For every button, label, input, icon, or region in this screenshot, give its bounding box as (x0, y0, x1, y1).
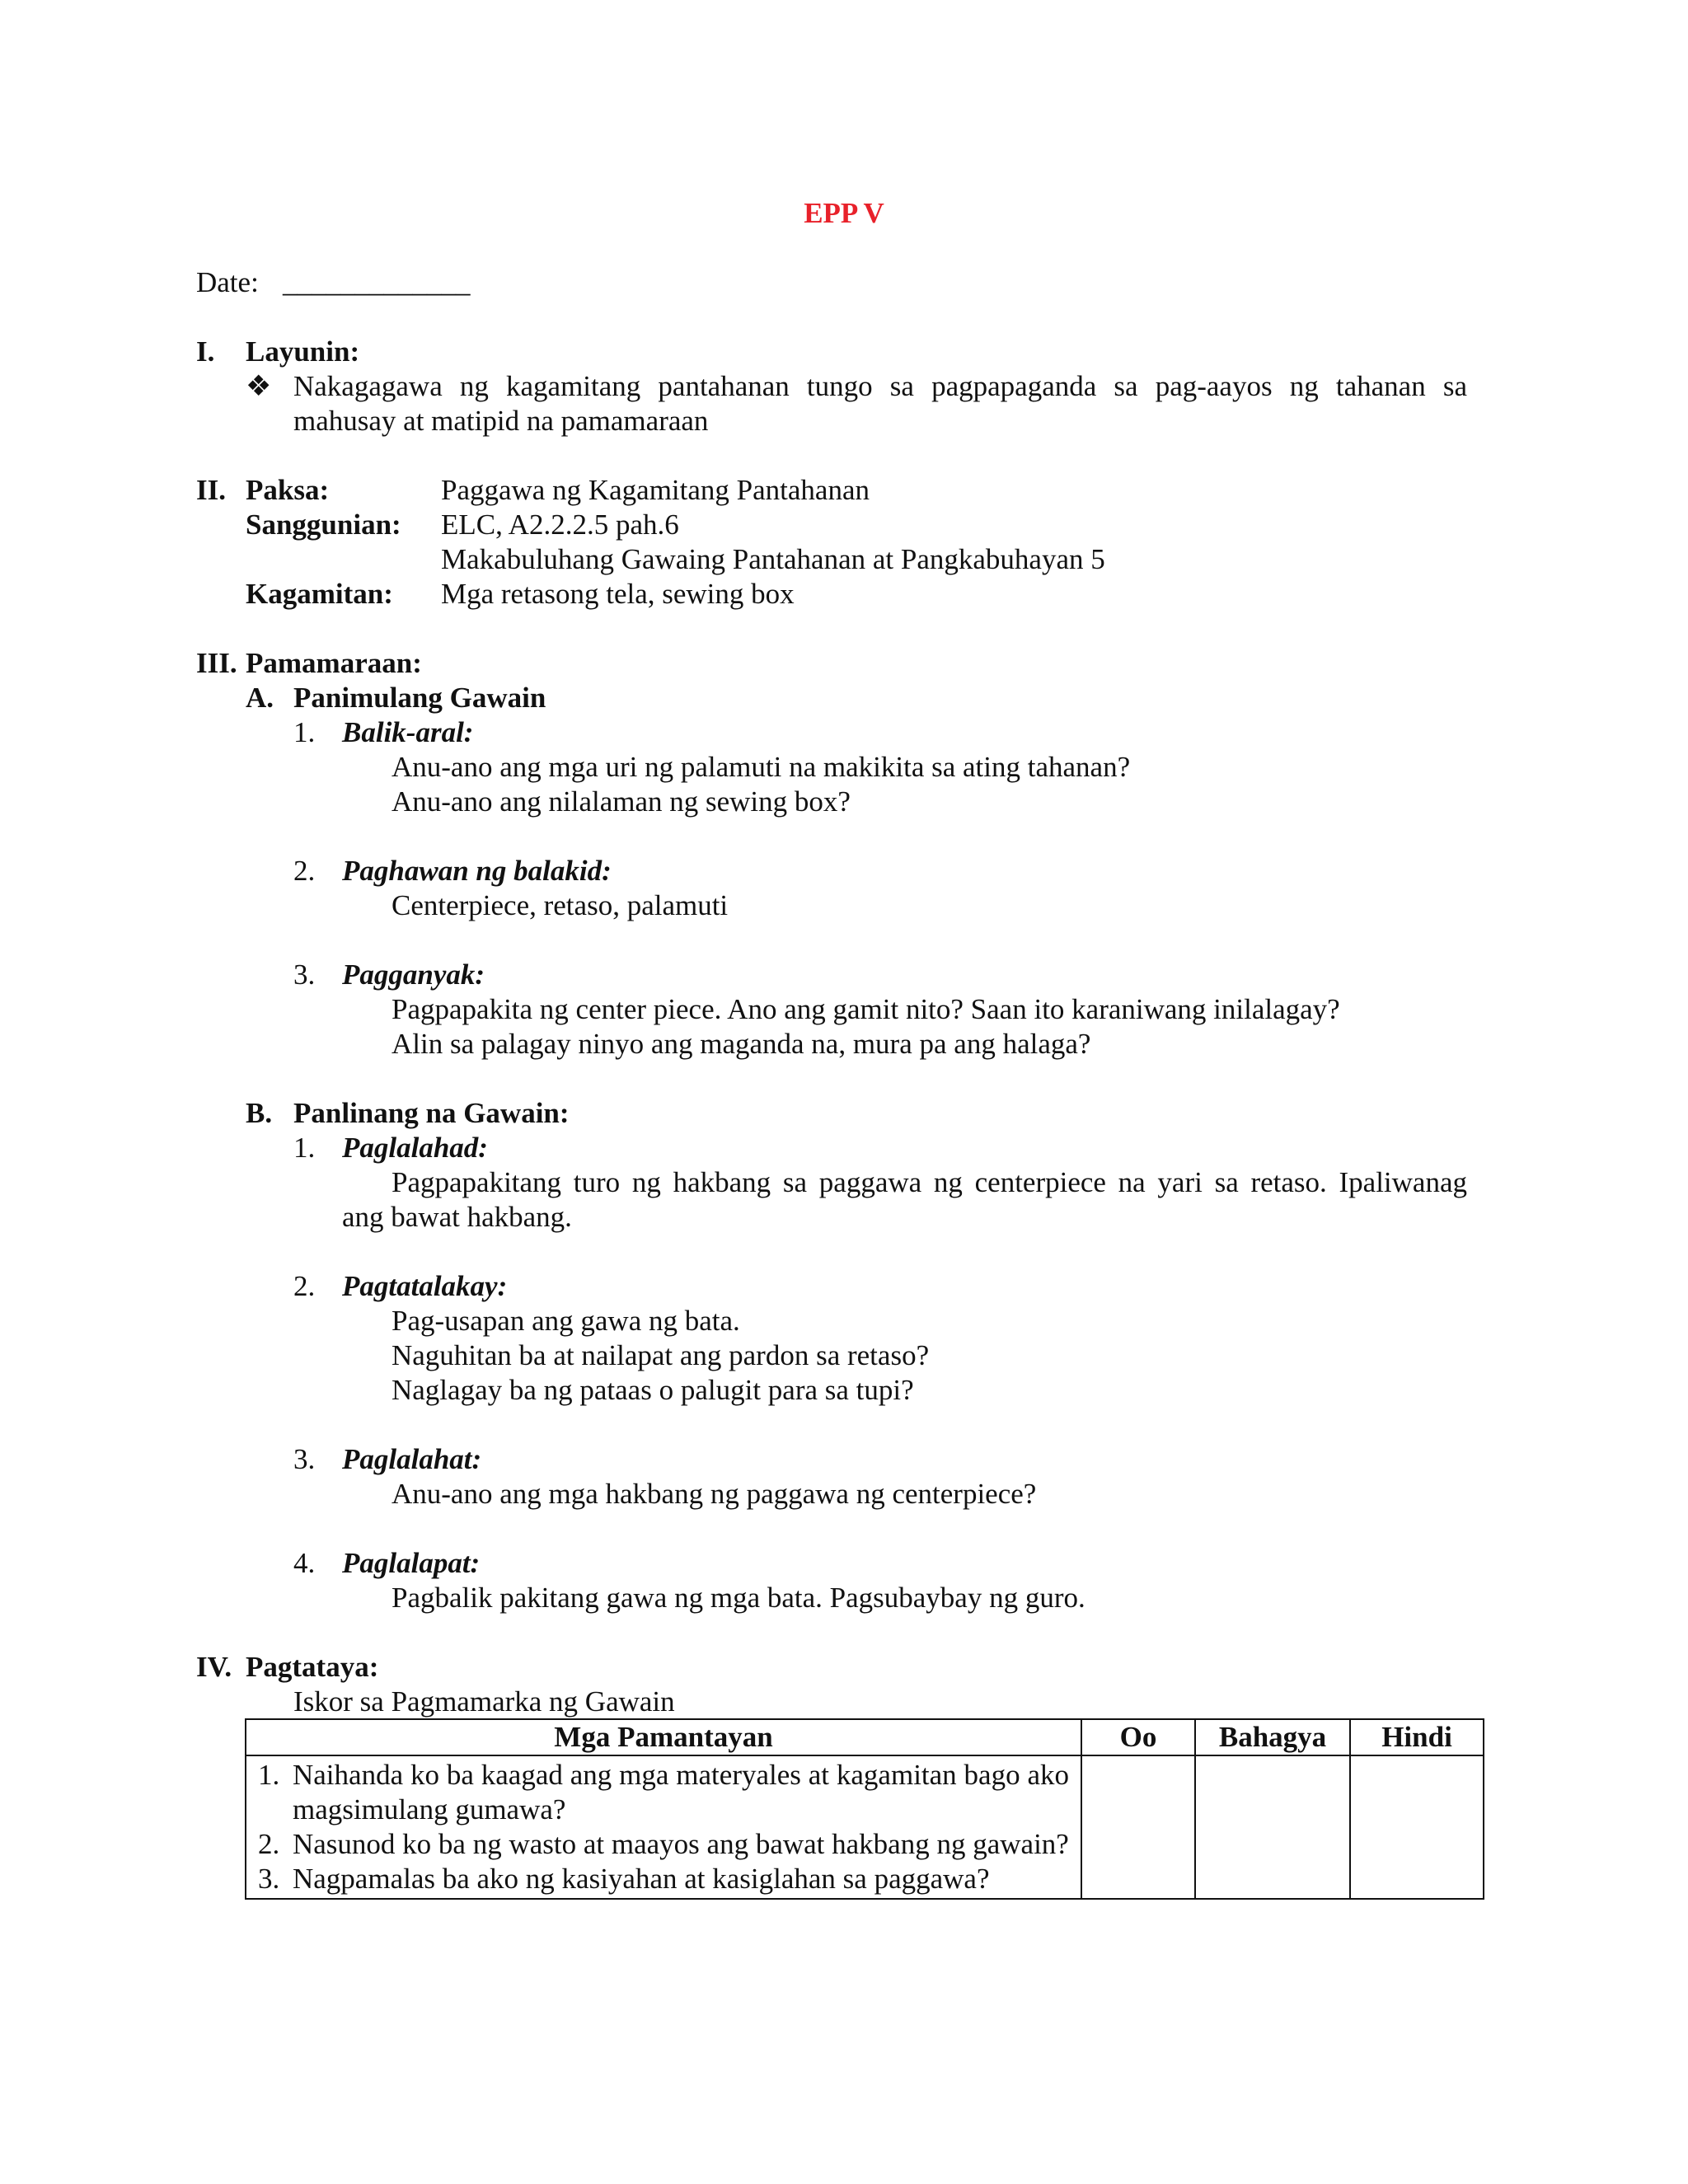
item-number: 1. (293, 716, 316, 748)
item-number: 3. (293, 958, 316, 991)
item-line: Alin sa palagay ninyo ang maganda na, mura pa ang halaga? (392, 1028, 1091, 1060)
item-line: Anu-ano ang mga uri ng palamuti na makikita sa ating tahanan? (392, 751, 1131, 783)
item-label-paglalahad: Paglalahad: (342, 1132, 488, 1164)
item-number: 2. (293, 1270, 316, 1302)
subsection-letter-b: B. (246, 1097, 273, 1129)
layunin-heading: Layunin: (246, 335, 360, 368)
section-num-i: I. (196, 335, 215, 368)
oo-rating-cell[interactable] (1081, 1755, 1195, 1899)
item-number: 4. (293, 1547, 316, 1579)
item-line: ang bawat hakbang. (342, 1201, 572, 1233)
sanggunian-value-1: ELC, A2.2.2.5 pah.6 (441, 509, 679, 541)
item-line: Pagpapakitang turo ng hakbang sa paggawa ng centerpiece na yari sa retaso. Ipaliwanag (392, 1166, 1467, 1198)
item-label-paglalahat: Paglalahat: (342, 1443, 482, 1475)
item-label-pagtatalakay: Pagtatalakay: (342, 1270, 508, 1302)
paksa-label: Paksa: (246, 474, 330, 506)
date-label: Date: (196, 266, 259, 298)
sanggunian-value-2: Makabuluhang Gawaing Pantahanan at Pangkabuhayan 5 (441, 543, 1105, 575)
kagamitan-label: Kagamitan: (246, 578, 393, 610)
pagtataya-subtitle: Iskor sa Pagmamarka ng Gawain (293, 1685, 675, 1718)
section-num-iv: IV. (196, 1651, 232, 1683)
criteria-number: 2. (258, 1828, 280, 1860)
item-line: Naguhitan ba at nailapat ang pardon sa retaso? (392, 1339, 930, 1371)
item-line: Centerpiece, retaso, palamuti (392, 889, 729, 921)
date-blank: _____________ (283, 266, 471, 298)
table-header-row (246, 1719, 1484, 1755)
pagtataya-heading: Pagtataya: (246, 1651, 379, 1683)
panimulang-gawain-heading: Panimulang Gawain (293, 682, 546, 714)
hindi-rating-cell[interactable] (1350, 1755, 1484, 1899)
item-line: Pagpapakita ng center piece. Ano ang gamit nito? Saan ito karaniwang inilalagay? (392, 993, 1340, 1025)
header-oo: Oo (1081, 1719, 1195, 1755)
criteria-item (258, 1862, 1069, 1896)
item-line: Pagbalik pakitang gawa ng mga bata. Pagsubaybay ng guro. (392, 1582, 1085, 1614)
item-line: Anu-ano ang mga hakbang ng paggawa ng centerpiece? (392, 1478, 1037, 1510)
layunin-line-1: Nakagagawa ng kagamitang pantahanan tungo sa pagpapaganda sa pag-aayos ng tahanan sa (293, 370, 1467, 402)
panlinang-heading: Panlinang na Gawain: (293, 1097, 570, 1129)
section-num-iii: III. (196, 647, 237, 679)
item-number: 3. (293, 1443, 316, 1475)
header-hindi: Hindi (1350, 1719, 1484, 1755)
paksa-value: Paggawa ng Kagamitang Pantahanan (441, 474, 870, 506)
criteria-text: Nasunod ko ba ng wasto at maayos ang bawat hakbang ng gawain? (293, 1828, 1069, 1860)
criteria-item (258, 1827, 1069, 1862)
item-line: Pag-usapan ang gawa ng bata. (392, 1305, 740, 1337)
item-number: 1. (293, 1132, 316, 1164)
item-label-paghawan: Paghawan ng balakid: (342, 855, 612, 887)
kagamitan-value: Mga retasong tela, sewing box (441, 578, 795, 610)
item-line: Naglagay ba ng pataas o palugit para sa tupi? (392, 1374, 914, 1406)
item-number: 2. (293, 855, 316, 887)
criteria-cell (246, 1755, 1081, 1899)
table-row (246, 1755, 1484, 1899)
criteria-item (258, 1758, 1069, 1827)
sanggunian-label: Sanggunian: (246, 509, 401, 541)
item-label-paglalapat: Paglalapat: (342, 1547, 481, 1579)
pamamaraan-heading: Pamamaraan: (246, 647, 422, 679)
criteria-text: Nagpamalas ba ako ng kasiyahan at kasiglahan sa paggawa? (293, 1863, 990, 1895)
criteria-number: 1. (258, 1759, 280, 1791)
document-title: EPP V (804, 197, 884, 229)
item-label-balik-aral: Balik-aral: (342, 716, 474, 748)
criteria-text: Naihanda ko ba kaagad ang mga materyales at kagamitan bago ako magsimulang gumawa? (293, 1759, 1069, 1825)
item-label-pagganyak: Pagganyak: (342, 958, 485, 991)
bahagya-rating-cell[interactable] (1195, 1755, 1350, 1899)
layunin-line-2: mahusay at matipid na pamamaraan (293, 405, 709, 437)
criteria-number: 3. (258, 1863, 280, 1895)
section-num-ii: II. (196, 474, 226, 506)
item-line: Anu-ano ang nilalaman ng sewing box? (392, 785, 851, 818)
subsection-letter-a: A. (246, 682, 274, 714)
rubric-table (245, 1718, 1484, 1900)
header-mga-pamantayan: Mga Pamantayan (246, 1719, 1081, 1755)
bullet-icon: ❖ (246, 370, 272, 402)
header-bahagya: Bahagya (1195, 1719, 1350, 1755)
